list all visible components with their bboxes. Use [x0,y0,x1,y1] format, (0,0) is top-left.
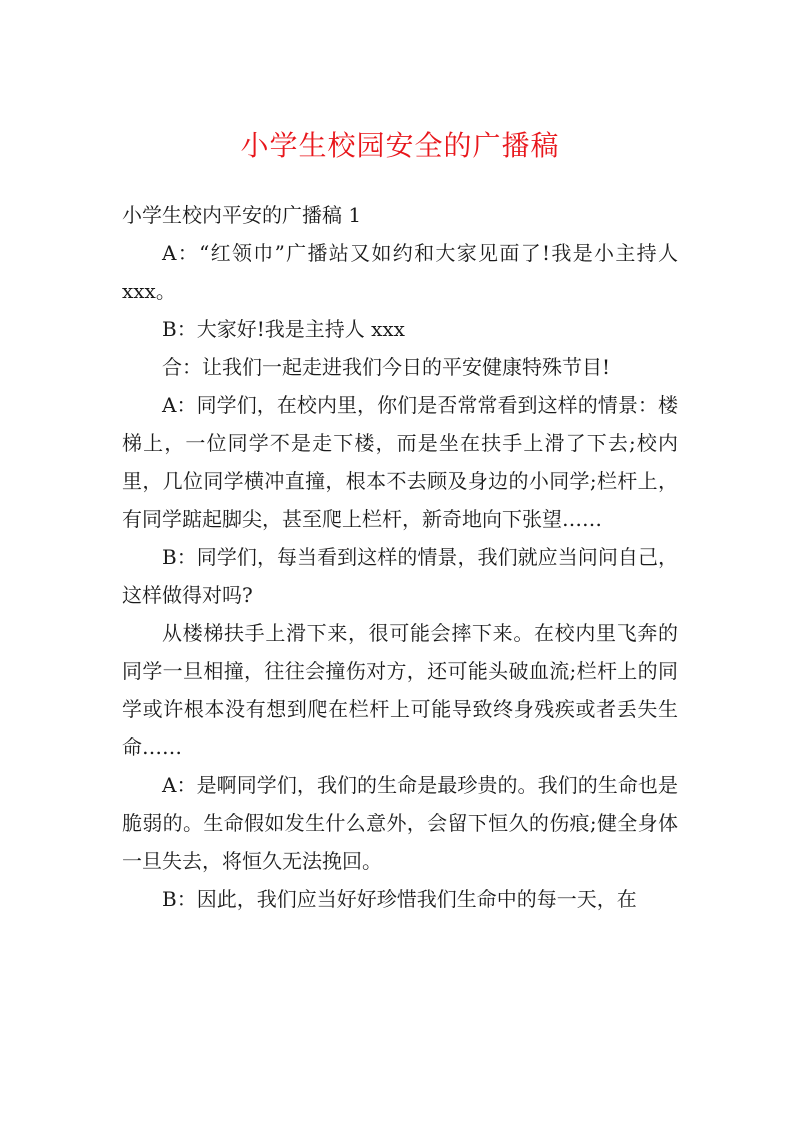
paragraph: B：大家好!我是主持人 xxx [162,317,405,341]
document-title: 小学生校园安全的广播稿 [240,129,560,162]
paragraph: 合：让我们一起走进我们今日的平安健康特殊节目! [162,355,611,379]
paragraph: 从楼梯扶手上滑下来，很可能会摔下来。在校内里飞奔的同学一旦相撞，往往会撞伤对方，还可能头破血流;栏杆上的同学或许根本没有想到爬在栏杆上可能导致终身残疾或者丢失生命…… [122,621,678,759]
paragraph: A：同学们，在校内里，你们是否常常看到这样的情景：楼梯上，一位同学不是走下楼，而是坐在扶手上滑了下去;校内里，几位同学横冲直撞，根本不去顾及身边的小同学;栏杆上，有同学踮起脚尖，甚至爬上栏杆，新奇地向下张望…… [122,393,678,531]
paragraph: A：是啊同学们，我们的生命是最珍贵的。我们的生命也是脆弱的。生命假如发生什么意外，会留下恒久的伤痕;健全身体一旦失去，将恒久无法挽回。 [122,773,678,873]
document-body [122,196,678,918]
paragraph: B：因此，我们应当好好珍惜我们生命中的每一天，在 [162,887,637,911]
paragraph: B：同学们，每当看到这样的情景，我们就应当问问自己，这样做得对吗? [122,545,678,607]
paragraph: A：“红领巾”广播站又如约和大家见面了!我是小主持人 xxx。 [122,241,678,303]
paragraph-subtitle: 小学生校内平安的广播稿 1 [122,203,362,227]
